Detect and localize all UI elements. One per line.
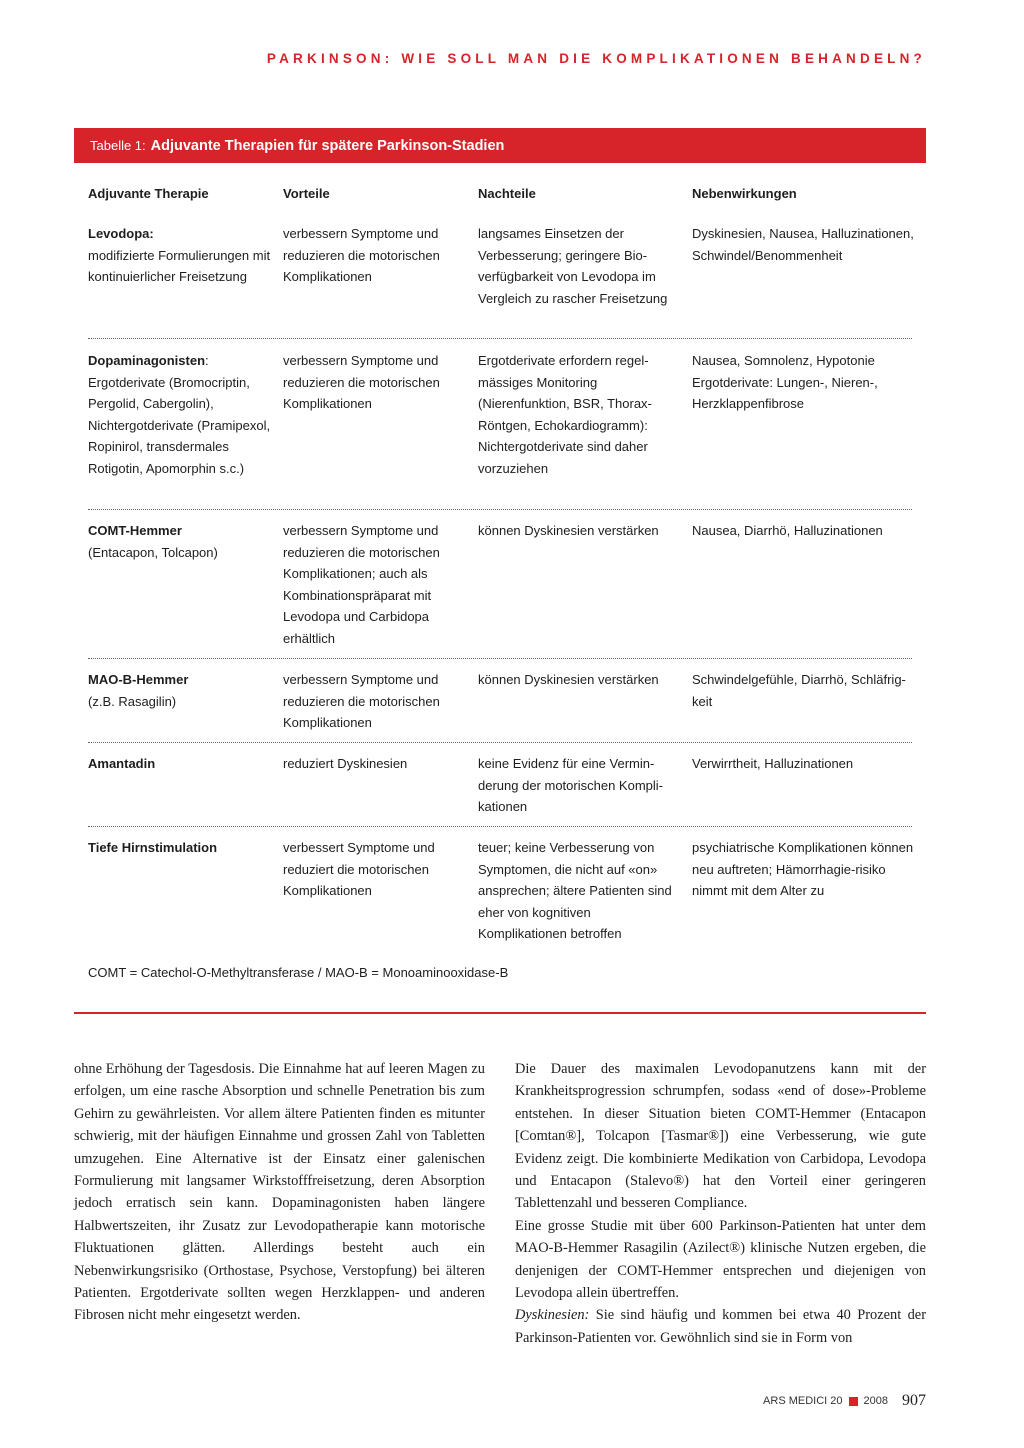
therapy-name: Amantadin [88, 756, 156, 771]
page-number: 907 [902, 1392, 926, 1409]
row-divider [88, 826, 912, 827]
table-footnote: COMT = Catechol-O-Methyltransferase / MAO-B = Monoaminooxidase-B [88, 965, 509, 980]
page-footer [763, 1392, 926, 1410]
therapy-cell [88, 669, 273, 712]
vorteile-cell: verbessern Symptome und reduzieren die motorischen Komplikationen [283, 226, 440, 285]
running-head: PARKINSON: WIE SOLL MAN DIE KOMPLIKATIONEN BEHANDELN? [266, 51, 926, 66]
body-paragraph [515, 1304, 926, 1349]
nachteile-cell: können Dyskinesien verstärken [478, 672, 659, 687]
row-divider [88, 338, 912, 339]
therapy-detail: (Entacapon, Tolcapon) [88, 544, 218, 560]
header-therapy: Adjuvante Therapie [88, 186, 209, 201]
body-column-left [74, 1058, 485, 1327]
vorteile-cell: verbessert Symptome und reduziert die motorischen Komplikationen [283, 840, 435, 899]
header-nebenwirkungen: Nebenwirkungen [692, 186, 797, 201]
nebenwirkungen-cell: Verwirrtheit, Halluzinationen [692, 756, 854, 771]
nebenwirkungen-cell: Schwindelgefühle, Diarrhö, Schläfrig-keit [692, 672, 906, 709]
paragraph-text: Sie sind häufig und kommen bei etwa 40 Prozent der Parkinson-Patienten vor. Gewöhnlich sind sie in Form von [515, 1307, 926, 1346]
therapy-cell [88, 350, 273, 480]
body-paragraph: Eine grosse Studie mit über 600 Parkinson-Patienten hat unter dem MAO-B-Hemmer Rasagilin (Azilect®) klinische Nutzen ergeben, die denjenigen der COMT-Hemmer entsprechen und diejenigen von Levodopa allein übertreffen. [515, 1217, 926, 1302]
vorteile-cell: verbessern Symptome und reduzieren die motorischen Komplikationen [283, 353, 440, 412]
nebenwirkungen-cell: psychiatrische Komplikationen können neu auftreten; Hämorrhagie-risiko nimmt mit dem Alter zu [692, 840, 914, 899]
nachteile-cell: teuer; keine Verbesserung von Symptomen, die nicht auf «on» ansprechen; ältere Patienten sind eher von kognitiven Komplikationen betroffen [478, 840, 672, 942]
header-nachteile: Nachteile [478, 186, 536, 201]
vorteile-cell: verbessern Symptome und reduzieren die motorischen Komplikationen [283, 672, 440, 731]
therapy-detail: : Ergotderivate (Bromocriptin, Pergolid, Cabergolin), Nichtergotderivate (Pramipexol, Ropinirol, transdermales Rotigotin, Apomorphin s.c.) [88, 353, 271, 476]
section-rule [74, 1012, 926, 1014]
row-divider [88, 658, 912, 659]
therapy-cell [88, 520, 273, 563]
body-paragraph: ohne Erhöhung der Tagesdosis. Die Einnahme hat auf leeren Magen zu erfolgen, um eine rasche Absorption und schnelle Penetration bis zum Gehirn zu gewährleisten. Vor allem ältere Patienten finden es mitunter schwierig, mit der häufigen Einnahme und grossen Zahl von Tabletten umzugehen. Eine Alternative ist der Einsatz einer galenischen Formulierung mit langsamer Wirkstofffreisetzung, deren Absorption jedoch erratisch sein kann. Dopaminagonisten haben längere Halbwertszeiten, ihr Zusatz zur Levodopatherapie kann motorische Fluktuationen glätten. Allerdings besteht auch ein Nebenwirkungsrisiko (Orthostase, Psychose, Verstopfung) bei älteren Patienten. Ergotderivate sollten wegen Herzklappen- und anderen Fibrosen nicht mehr eingesetzt werden. [74, 1061, 485, 1324]
header-vorteile: Vorteile [283, 186, 330, 201]
nachteile-cell: Ergotderivate erfordern regel-mässiges Monitoring (Nierenfunktion, BSR, Thorax-Röntgen, Echokardiogramm): Nichtergotderivate sind daher vorzuziehen [478, 353, 652, 476]
therapy-name: Dopaminagonisten [88, 353, 206, 368]
therapy-name: MAO-B-Hemmer [88, 672, 189, 687]
nachteile-cell: keine Evidenz für eine Vermin-derung der motorischen Kompli-kationen [478, 756, 663, 815]
therapy-name: Tiefe Hirnstimulation [88, 840, 218, 855]
table-title-band [74, 128, 926, 163]
journal-year: 2008 [863, 1395, 888, 1407]
therapy-cell [88, 753, 273, 775]
nebenwirkungen-cell: Dyskinesien, Nausea, Halluzinationen, Schwindel/Benommenheit [692, 226, 914, 263]
nachteile-cell: langsames Einsetzen der Verbesserung; geringere Bio-verfügbarkeit von Levodopa im Vergleich zu rascher Freisetzung [478, 226, 668, 306]
body-column-right [515, 1058, 926, 1349]
paragraph-lead: Dyskinesien: [515, 1307, 590, 1324]
nebenwirkungen-cell: Nausea, Somnolenz, Hypotonie Ergotderivate: Lungen-, Nieren-, Herzklappenfibrose [692, 353, 878, 412]
vorteile-cell: verbessern Symptome und reduzieren die motorischen Komplikationen; auch als Kombinationspräparat mit Levodopa und Carbidopa erhältlich [283, 523, 440, 646]
table-label: Tabelle 1: [90, 138, 146, 153]
red-square-icon [849, 1397, 858, 1406]
therapy-detail: modifizierte Formulierungen mit kontinuierlicher Freisetzung [88, 247, 271, 285]
therapy-cell [88, 223, 273, 288]
therapy-name: COMT-Hemmer [88, 523, 182, 538]
therapy-name: Levodopa: [88, 226, 154, 241]
nebenwirkungen-cell: Nausea, Diarrhö, Halluzinationen [692, 523, 883, 538]
therapy-detail: (z.B. Rasagilin) [88, 693, 177, 709]
row-divider [88, 742, 912, 743]
journal-name: ARS MEDICI 20 [763, 1395, 843, 1407]
therapy-cell [88, 837, 273, 859]
nachteile-cell: können Dyskinesien verstärken [478, 523, 659, 538]
vorteile-cell: reduziert Dyskinesien [283, 756, 408, 771]
row-divider [88, 509, 912, 510]
table-title: Adjuvante Therapien für spätere Parkinson-Stadien [150, 137, 505, 154]
body-paragraph: Die Dauer des maximalen Levodopanutzens kann mit der Krankheitsprogression schrumpfen, sodass «end of dose»-Probleme entstehen. In dieser Situation bieten COMT-Hemmer (Entacapon [Comtan®], Tolcapon [Tasmar®]) eine Verbesserung, wie gute Evidenz zeigt. Die kombinierte Medikation von Carbidopa, Levodopa und Entacapon (Stalevo®) hat den Vorteil einer geringeren Tablettenzahl und besseren Compliance. [515, 1061, 926, 1212]
